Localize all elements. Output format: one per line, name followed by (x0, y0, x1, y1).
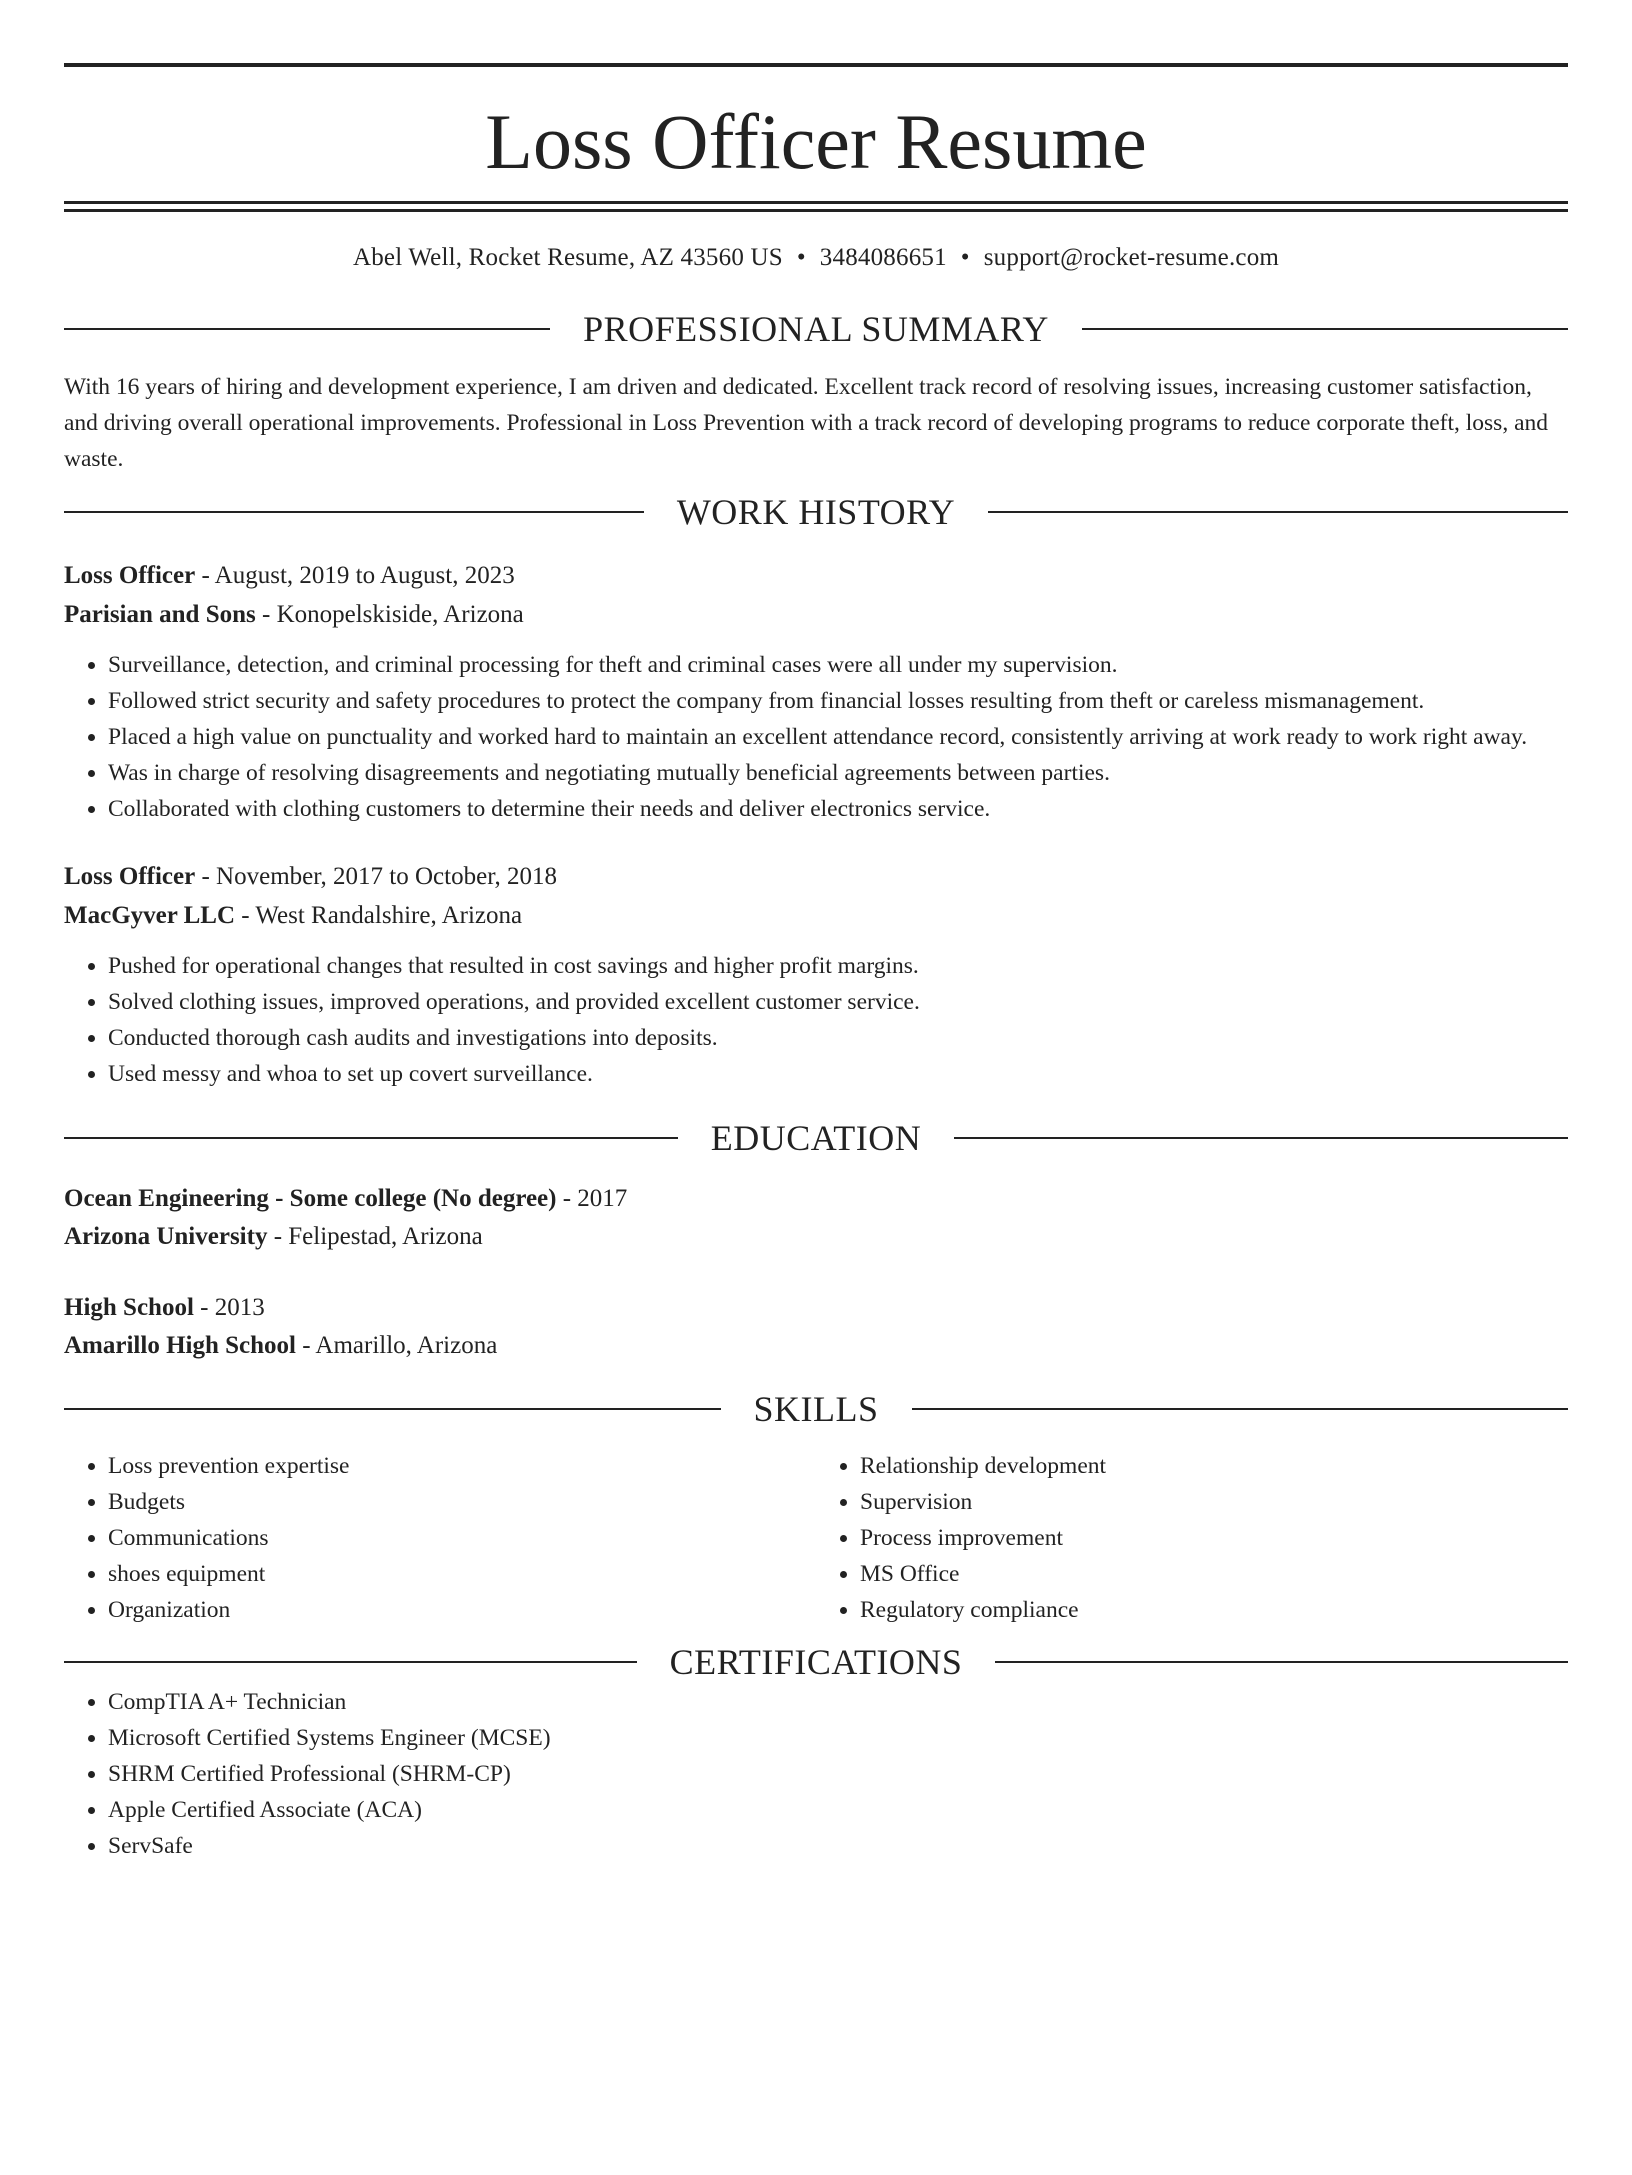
section-rule (954, 1137, 1568, 1139)
title-double-rule (64, 201, 1568, 212)
education-degree-line (64, 1180, 1568, 1218)
skills-list-left (64, 1448, 816, 1628)
list-item: • MS Office (860, 1556, 1568, 1592)
education-entry (64, 1180, 1568, 1256)
list-item: • Communications (108, 1520, 816, 1556)
list-item: • Placed a high value on punctuality and worked hard to maintain an excellent attendance record, consistently arriving at work ready to work right away. (108, 719, 1568, 755)
page-title: Loss Officer Resume (485, 98, 1147, 185)
education-degree: Ocean Engineering - Some college (No degree) (64, 1185, 557, 1212)
list-item: • Relationship development (860, 1448, 1568, 1484)
section-header-work-history (64, 490, 1568, 534)
section-header-skills (64, 1387, 1568, 1431)
list-item: • Followed strict security and safety procedures to protect the company from financial losses resulting from theft or careless mismanagement. (108, 683, 1568, 719)
job-company-line (64, 595, 1568, 634)
education-location: - Felipestad, Arizona (267, 1223, 483, 1250)
list-item: • Surveillance, detection, and criminal processing for theft and criminal cases were all under my supervision. (108, 647, 1568, 683)
list-item: • Process improvement (860, 1520, 1568, 1556)
section-rule (64, 1408, 721, 1410)
education-degree: High School (64, 1294, 194, 1321)
list-item: • Conducted thorough cash audits and investigations into deposits. (108, 1020, 1568, 1056)
section-rule (64, 1137, 678, 1139)
job-title: Loss Officer (64, 562, 196, 589)
job-bullets (64, 647, 1568, 827)
list-item: • SHRM Certified Professional (SHRM-CP) (108, 1756, 1568, 1792)
summary-text: With 16 years of hiring and development experience, I am driven and dedicated. Excellent track record of resolving issues, increasing customer satisfaction, and driving overall operational improvements. Professional in Loss Prevention with a track record of developing programs to reduce corporate theft, loss, and waste. (64, 374, 1548, 472)
section-title-certifications: CERTIFICATIONS (669, 1642, 963, 1682)
section-rule (64, 511, 644, 513)
section-rule (988, 511, 1568, 513)
list-item: • Used messy and whoa to set up covert surveillance. (108, 1056, 1568, 1092)
list-item: • Regulatory compliance (860, 1592, 1568, 1628)
education-location: - Amarillo, Arizona (295, 1332, 498, 1359)
section-rule (995, 1661, 1568, 1663)
list-item: • Pushed for operational changes that resulted in cost savings and higher profit margins. (108, 948, 1568, 984)
list-item: • Supervision (860, 1484, 1568, 1520)
education-year: - 2017 (556, 1185, 628, 1212)
job-company-line (64, 896, 1568, 935)
list-item: • Collaborated with clothing customers to determine their needs and deliver electronics service. (108, 791, 1568, 827)
section-rule (64, 328, 550, 330)
certifications-list (64, 1684, 1568, 1864)
job-bullets (64, 948, 1568, 1092)
contact-separator: • (960, 244, 970, 271)
education-degree-line (64, 1289, 1568, 1327)
list-item: • CompTIA A+ Technician (108, 1684, 1568, 1720)
list-item: • shoes equipment (108, 1556, 816, 1592)
job-company: MacGyver LLC (64, 902, 236, 929)
top-rule (64, 63, 1568, 67)
section-title-skills: SKILLS (753, 1389, 879, 1429)
job-dates: - November, 2017 to October, 2018 (195, 863, 558, 890)
job-company: Parisian and Sons (64, 601, 256, 628)
job-entry (64, 556, 1568, 827)
list-item: • Budgets (108, 1484, 816, 1520)
section-title-work-history: WORK HISTORY (676, 492, 956, 532)
contact-address: Abel Well, Rocket Resume, AZ 43560 US (352, 244, 783, 271)
education-school-line (64, 1327, 1568, 1365)
job-title-line (64, 556, 1568, 595)
contact-separator: • (796, 244, 806, 271)
education-school: Arizona University (64, 1223, 268, 1250)
list-item: • Solved clothing issues, improved operations, and provided excellent customer service. (108, 984, 1568, 1020)
education-entry (64, 1289, 1568, 1365)
skills-columns (64, 1448, 1568, 1628)
job-dates: - August, 2019 to August, 2023 (195, 562, 515, 589)
job-location: - West Randalshire, Arizona (235, 902, 523, 929)
list-item: • Apple Certified Associate (ACA) (108, 1792, 1568, 1828)
contact-email: support@rocket-resume.com (983, 244, 1280, 271)
section-title-summary: PROFESSIONAL SUMMARY (583, 309, 1049, 349)
list-item: • ServSafe (108, 1828, 1568, 1864)
section-rule (912, 1408, 1569, 1410)
job-entry (64, 857, 1568, 1092)
contact-line (64, 242, 1568, 274)
section-title-education: EDUCATION (710, 1118, 922, 1158)
education-school-line (64, 1218, 1568, 1256)
list-item: • Was in charge of resolving disagreements and negotiating mutually beneficial agreements between parties. (108, 755, 1568, 791)
list-item: • Loss prevention expertise (108, 1448, 816, 1484)
education-school: Amarillo High School (64, 1332, 296, 1359)
resume-page (0, 63, 1632, 2175)
section-rule (1082, 328, 1568, 330)
section-rule (64, 1661, 637, 1663)
section-header-summary (64, 307, 1568, 351)
job-title: Loss Officer (64, 863, 196, 890)
contact-phone: 3484086651 (819, 244, 947, 271)
job-title-line (64, 857, 1568, 896)
list-item: • Microsoft Certified Systems Engineer (MCSE) (108, 1720, 1568, 1756)
job-location: - Konopelskiside, Arizona (255, 601, 524, 628)
list-item: • Organization (108, 1592, 816, 1628)
section-header-education (64, 1116, 1568, 1160)
education-year: - 2013 (193, 1294, 265, 1321)
section-header-certifications (64, 1640, 1568, 1684)
skills-list-right (816, 1448, 1568, 1628)
